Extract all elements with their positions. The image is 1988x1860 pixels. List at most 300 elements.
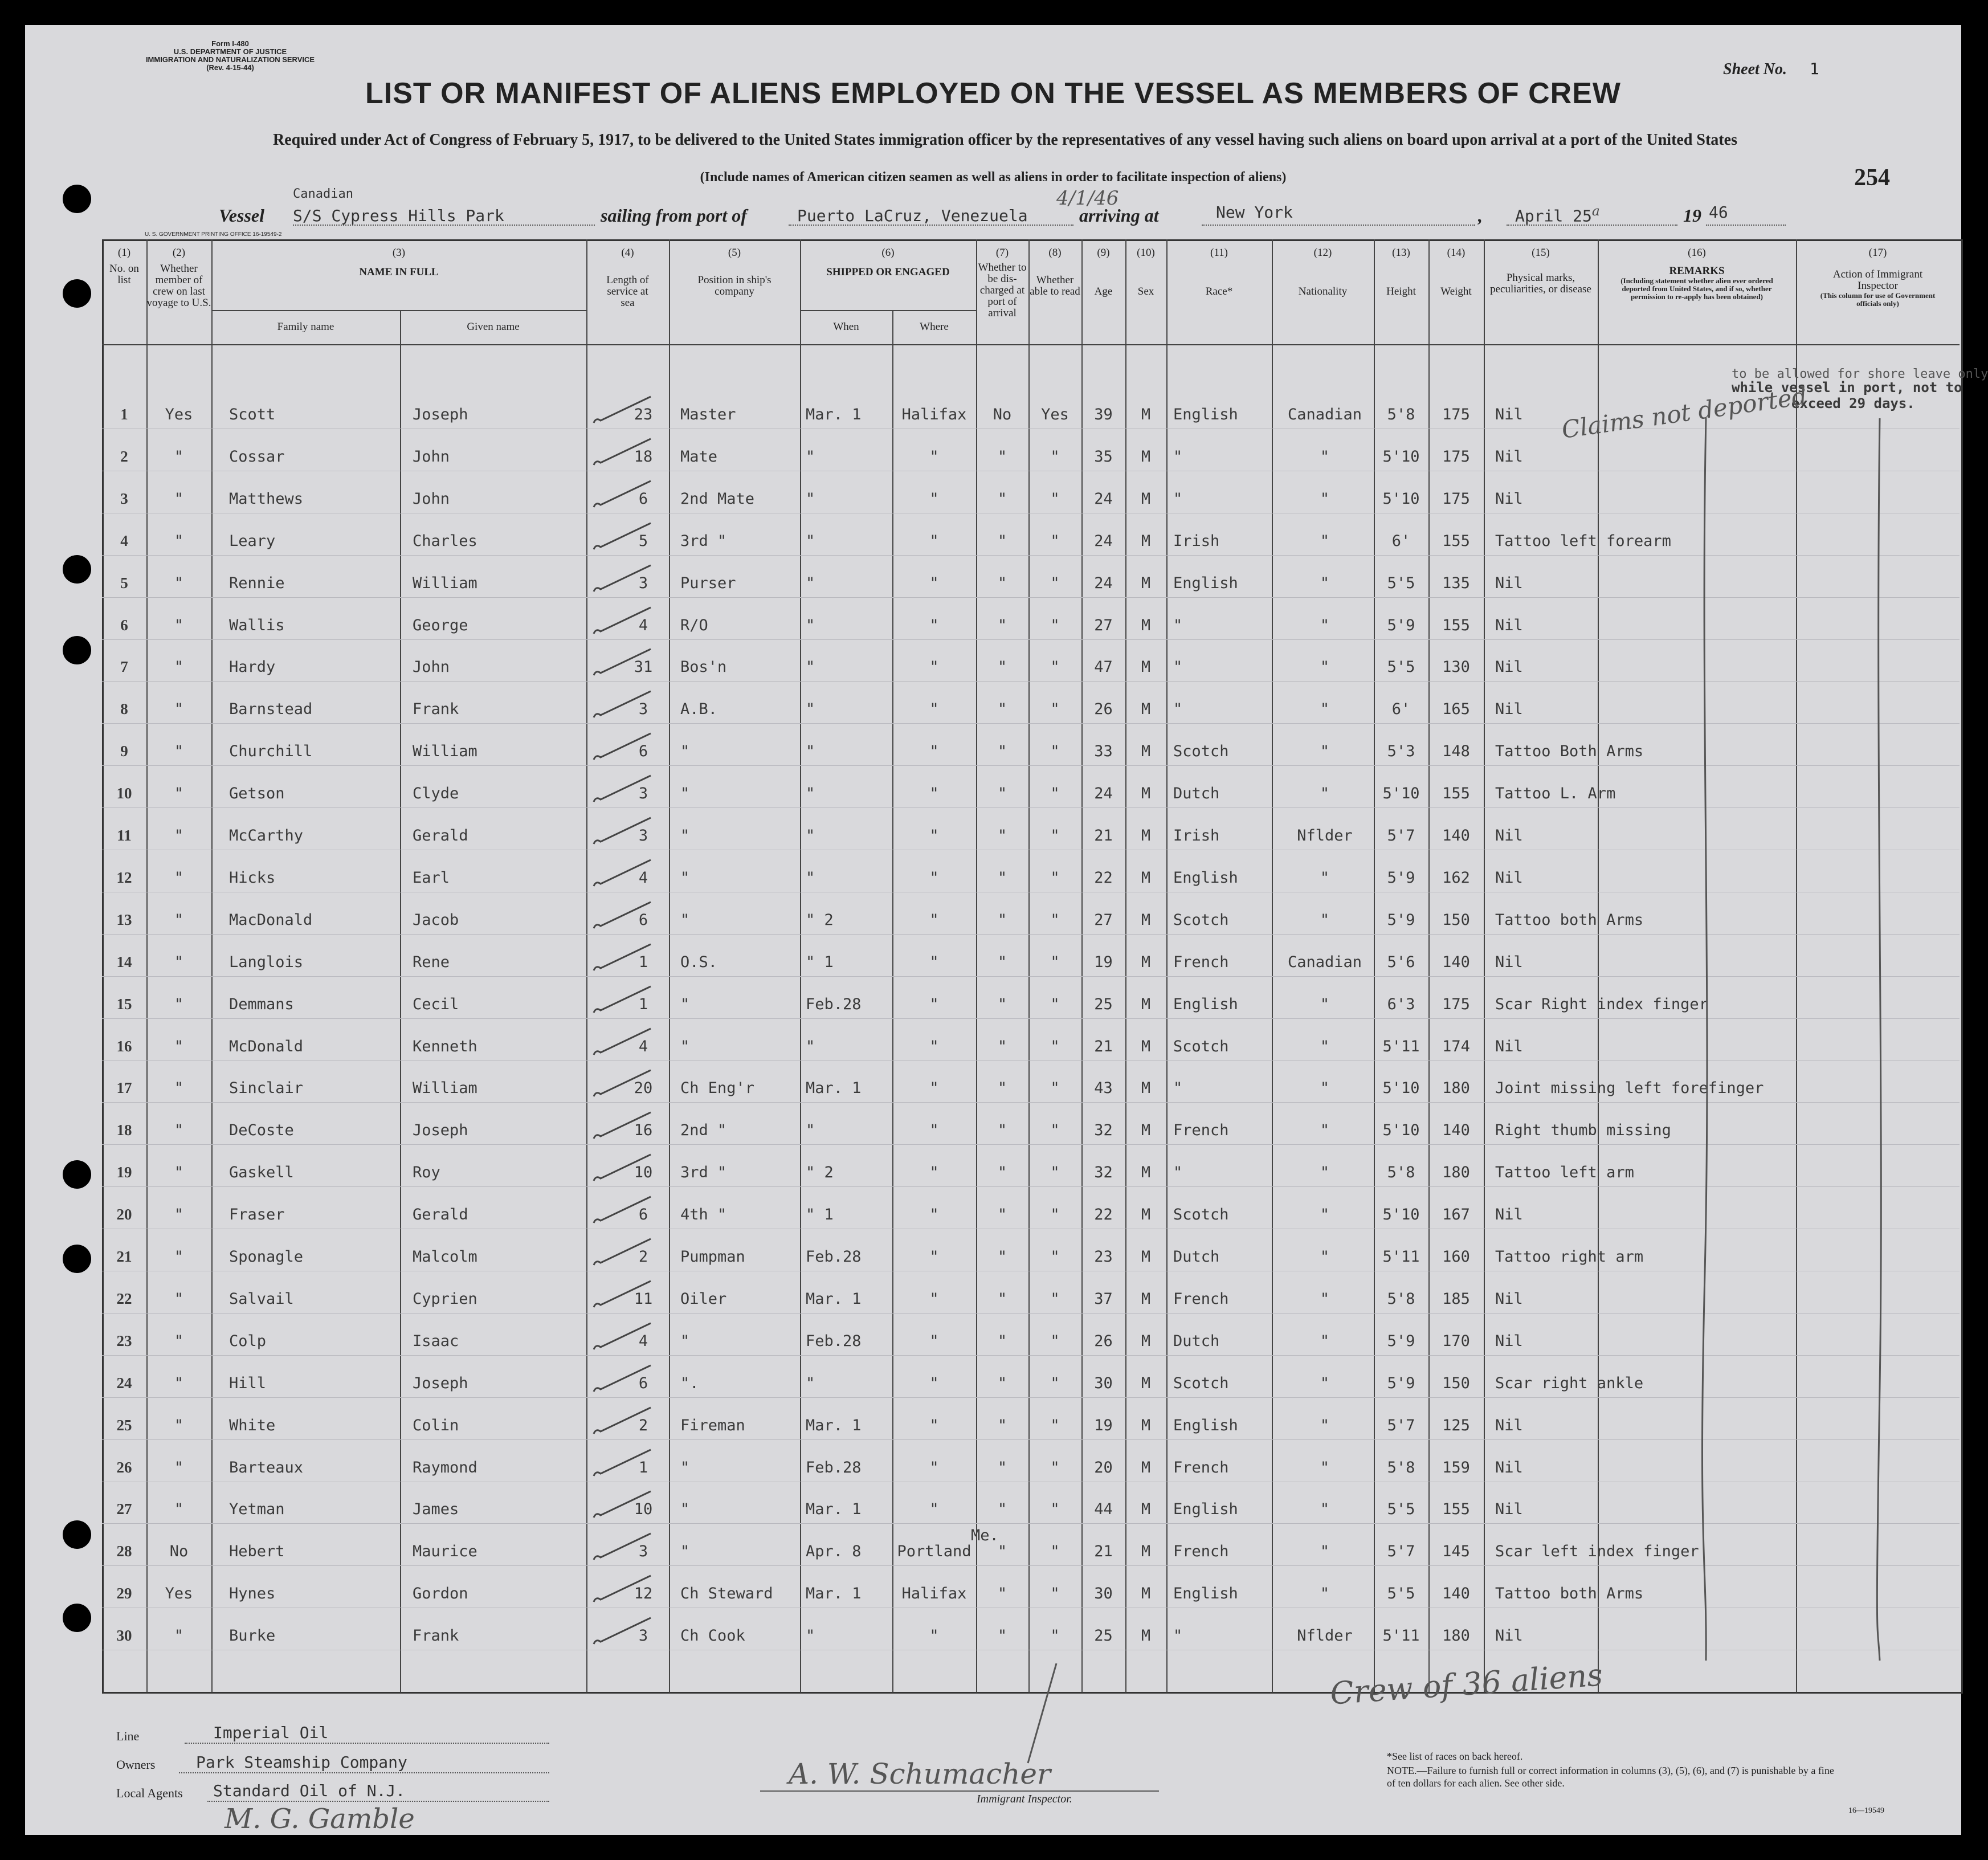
row-rule: [102, 681, 1960, 682]
discharge-flag: ": [997, 1332, 1007, 1350]
check-mark: [589, 605, 658, 639]
line-value: Imperial Oil: [213, 1723, 329, 1742]
physical-marks: Tattoo both Arms: [1495, 1585, 1644, 1602]
weight: 155: [1442, 1500, 1470, 1518]
race: ": [1173, 1079, 1183, 1097]
discharge-flag: ": [997, 1248, 1007, 1266]
nationality: Canadian: [1287, 953, 1362, 971]
ship-position: 4th ": [680, 1206, 727, 1223]
service-length: 3: [638, 700, 648, 718]
shipped-where: ": [929, 1121, 939, 1139]
discharge-flag: ": [997, 1500, 1007, 1518]
height: 5'7: [1387, 1417, 1415, 1434]
read-flag: ": [1050, 1290, 1060, 1308]
read-flag: ": [1050, 1459, 1060, 1476]
ship-position: Ch Steward: [680, 1585, 773, 1602]
nationality: Canadian: [1287, 406, 1362, 423]
nationality: ": [1320, 1038, 1330, 1055]
read-flag: ": [1050, 532, 1060, 550]
height: 6': [1391, 532, 1411, 550]
weight: 174: [1442, 1038, 1470, 1055]
sex: M: [1141, 785, 1151, 802]
family-name: Rennie: [229, 574, 285, 592]
date-annotation: 4/1/46: [1056, 187, 1119, 210]
ship-position: R/O: [680, 617, 708, 634]
row-rule: [102, 1565, 1960, 1566]
physical-marks: Scar right ankle: [1495, 1374, 1644, 1392]
read-flag: ": [1050, 1374, 1060, 1392]
given-name: Rene: [413, 953, 450, 971]
weight: 140: [1442, 953, 1470, 971]
given-name: Cyprien: [413, 1290, 477, 1308]
race: ": [1173, 448, 1183, 466]
check-mark: [589, 1110, 658, 1144]
height: 5'8: [1387, 1164, 1415, 1181]
age: 33: [1094, 743, 1113, 760]
row-rule: [102, 1313, 1960, 1314]
race: ": [1173, 700, 1183, 718]
service-length: 6: [638, 1374, 648, 1392]
physical-marks: Tattoo L. Arm: [1495, 785, 1616, 802]
ship-position: ": [680, 1038, 690, 1055]
row-number: 18: [116, 1121, 132, 1139]
shipped-where: ": [929, 1417, 939, 1434]
read-flag: ": [1050, 869, 1060, 887]
punch-hole: [63, 1160, 91, 1189]
remarks-ditto-line: [1689, 418, 1723, 1672]
family-name: Hicks: [229, 869, 276, 887]
service-length: 18: [634, 448, 653, 466]
physical-marks: Scar Right index finger: [1495, 996, 1708, 1013]
crew-member-flag: ": [174, 1206, 184, 1223]
shipped-when: ": [806, 1627, 815, 1645]
col3-header: [211, 247, 586, 278]
race: English: [1173, 1585, 1238, 1602]
row-number: 8: [120, 700, 128, 717]
printing-office: U. S. GOVERNMENT PRINTING OFFICE 16-19549-2: [145, 231, 282, 238]
shipped-where: ": [929, 1459, 939, 1476]
col11-label: Race*: [1205, 285, 1233, 297]
check-mark: [589, 1194, 658, 1229]
crew-count-note: Crew of 36 aliens: [1329, 1657, 1604, 1712]
race: ": [1173, 658, 1183, 676]
discharge-flag: ": [997, 1038, 1007, 1055]
given-name: William: [413, 743, 477, 760]
row-number: 13: [116, 911, 132, 928]
shipped-where: ": [929, 1248, 939, 1266]
sex: M: [1141, 1543, 1151, 1560]
given-name: Colin: [413, 1417, 459, 1434]
discharge-flag: ": [997, 869, 1007, 887]
form-number: Form I-480: [211, 39, 249, 48]
punch-hole: [63, 1520, 91, 1549]
shipped-when: ": [806, 785, 815, 802]
crew-member-flag: No: [169, 1543, 189, 1560]
read-flag: ": [1050, 1627, 1060, 1645]
height: 5'11: [1382, 1248, 1420, 1266]
sex: M: [1141, 743, 1151, 760]
row-number: 19: [116, 1164, 132, 1181]
agent-signature: M. G. Gamble: [224, 1803, 415, 1835]
height: 5'8: [1387, 1290, 1415, 1308]
race: Irish: [1173, 827, 1220, 845]
arrival-year: 46: [1709, 203, 1728, 222]
race: Dutch: [1173, 1248, 1220, 1266]
given-name: William: [413, 1079, 477, 1097]
nationality: ": [1320, 1500, 1330, 1518]
race: French: [1173, 1290, 1229, 1308]
race: English: [1173, 406, 1238, 423]
given-name: Gerald: [413, 827, 468, 845]
col-divider: [1166, 239, 1168, 1692]
physical-marks: Nil: [1495, 658, 1523, 676]
race: English: [1173, 574, 1238, 592]
read-flag: ": [1050, 1079, 1060, 1097]
check-mark: [589, 1279, 658, 1313]
where-header: Where: [920, 321, 949, 333]
sex: M: [1141, 1374, 1151, 1392]
height: 5'9: [1387, 1374, 1415, 1392]
col9-header: [1081, 247, 1125, 297]
given-name: Kenneth: [413, 1038, 477, 1055]
physical-marks: Nil: [1495, 869, 1523, 887]
col9-number: (9): [1097, 247, 1110, 259]
vessel-label: Vessel: [219, 205, 264, 226]
remarks-typed-line3: exceed 29 days.: [1791, 395, 1915, 411]
age: 19: [1094, 1417, 1113, 1434]
read-flag: Yes: [1041, 406, 1069, 423]
physical-marks: Tattoo left forearm: [1495, 532, 1671, 550]
height: 5'7: [1387, 1543, 1415, 1560]
age: 37: [1094, 1290, 1113, 1308]
sex: M: [1141, 827, 1151, 845]
nationality: ": [1320, 448, 1330, 466]
col-divider: [800, 239, 801, 1692]
sex: M: [1141, 1290, 1151, 1308]
weight: 140: [1442, 1585, 1470, 1602]
vessel-nationality: Canadian: [293, 187, 353, 201]
family-name: Churchill: [229, 743, 313, 760]
given-name: George: [413, 617, 468, 634]
nationality: ": [1320, 1079, 1330, 1097]
nationality: ": [1320, 1164, 1330, 1181]
read-flag: ": [1050, 617, 1060, 634]
nationality: ": [1320, 490, 1330, 508]
physical-marks: Tattoo left arm: [1495, 1164, 1634, 1181]
sex: M: [1141, 1500, 1151, 1518]
port-underline: [789, 225, 1073, 226]
shipped-when: ": [806, 574, 815, 592]
given-name: Jacob: [413, 911, 459, 929]
service-length: 6: [638, 911, 648, 929]
shipped-where: ": [929, 490, 939, 508]
physical-marks: Nil: [1495, 406, 1523, 423]
sex: M: [1141, 700, 1151, 718]
discharge-flag: ": [997, 911, 1007, 929]
family-name: Yetman: [229, 1500, 285, 1518]
discharge-flag: ": [997, 1290, 1007, 1308]
ship-position: ": [680, 1543, 690, 1560]
read-flag: ": [1050, 1248, 1060, 1266]
signature-stroke: [1017, 1661, 1073, 1769]
height: 6': [1391, 700, 1411, 718]
check-mark: [589, 647, 658, 681]
check-mark: [589, 984, 658, 1018]
read-flag: ": [1050, 1543, 1060, 1560]
sex: M: [1141, 953, 1151, 971]
age: 23: [1094, 1248, 1113, 1266]
row-number: 23: [116, 1332, 132, 1349]
row-number: 5: [120, 574, 128, 592]
shipped-where: ": [929, 743, 939, 760]
race: Scotch: [1173, 743, 1229, 760]
physical-marks: Scar left index finger: [1495, 1543, 1699, 1560]
punch-hole: [63, 1245, 91, 1273]
nationality: Nflder: [1297, 827, 1353, 845]
col17-sublabel: (This column for use of Government officials only): [1820, 291, 1936, 308]
physical-marks: Nil: [1495, 827, 1523, 845]
age: 43: [1094, 1079, 1113, 1097]
discharge-flag: ": [997, 1459, 1007, 1476]
discharge-flag: ": [997, 996, 1007, 1013]
weight: 165: [1442, 700, 1470, 718]
col8-number: (8): [1048, 247, 1062, 259]
shipped-when: Feb.28: [806, 1332, 862, 1350]
physical-marks: Nil: [1495, 953, 1523, 971]
crew-member-flag: ": [174, 1079, 184, 1097]
sex: M: [1141, 490, 1151, 508]
ship-position: Ch Eng'r: [680, 1079, 755, 1097]
nationality: Nflder: [1297, 1627, 1353, 1645]
ship-position: 2nd ": [680, 1121, 727, 1139]
shipped-where: Portland: [897, 1543, 971, 1560]
weight: 160: [1442, 1248, 1470, 1266]
nationality: ": [1320, 1248, 1330, 1266]
service-length: 3: [638, 574, 648, 592]
ship-position: ": [680, 827, 690, 845]
col3-label: NAME IN FULL: [359, 266, 439, 278]
row-number: 22: [116, 1290, 132, 1307]
line-underline: [185, 1743, 549, 1744]
row-number: 4: [120, 532, 128, 549]
weight: 180: [1442, 1627, 1470, 1645]
ship-position: Oiler: [680, 1290, 727, 1308]
col11-number: (11): [1210, 247, 1228, 259]
check-mark: [589, 437, 658, 471]
weight: 140: [1442, 827, 1470, 845]
shipped-where: ": [929, 700, 939, 718]
family-name: Leary: [229, 532, 276, 550]
shipped-where: ": [929, 1079, 939, 1097]
shipped-where: ": [929, 827, 939, 845]
weight: 175: [1442, 448, 1470, 466]
remarks-typed-line1: to be allowed for shore leave only: [1732, 367, 1988, 381]
given-name: Joseph: [413, 1121, 468, 1139]
race-note: *See list of races on back hereof.: [1387, 1751, 1523, 1762]
check-mark: [589, 815, 658, 850]
shipped-when: Apr. 8: [806, 1543, 862, 1560]
ship-position: Master: [680, 406, 736, 423]
physical-marks: Nil: [1495, 1206, 1523, 1223]
arrival-date-text: April 25: [1515, 206, 1592, 226]
sex: M: [1141, 911, 1151, 929]
discharge-flag: ": [997, 1543, 1007, 1560]
col17-number: (17): [1868, 247, 1887, 259]
nationality: ": [1320, 532, 1330, 550]
weight: 180: [1442, 1164, 1470, 1181]
service-length: 1: [638, 996, 648, 1013]
physical-marks: Right thumb missing: [1495, 1121, 1671, 1139]
inspector-underline: [760, 1790, 1159, 1792]
shipped-where: ": [929, 1038, 939, 1055]
page-title: LIST OR MANIFEST OF ALIENS EMPLOYED ON THE VESSEL AS MEMBERS OF CREW: [365, 77, 1621, 110]
race: ": [1173, 490, 1183, 508]
crew-member-flag: ": [174, 1417, 184, 1434]
read-flag: ": [1050, 1038, 1060, 1055]
check-mark: [589, 1447, 658, 1482]
col10-number: (10): [1137, 247, 1155, 259]
check-mark: [589, 689, 658, 723]
given-name: Frank: [413, 1627, 459, 1645]
row-number: 12: [116, 869, 132, 886]
race: ": [1173, 1627, 1183, 1645]
col4-label: Length of service at sea: [606, 274, 649, 309]
col16-header: [1598, 247, 1796, 301]
race: Scotch: [1173, 1038, 1229, 1055]
discharge-flag: ": [997, 827, 1007, 845]
race: Irish: [1173, 532, 1220, 550]
col-divider: [1484, 239, 1485, 1692]
crew-member-flag: ": [174, 1290, 184, 1308]
physical-marks: Nil: [1495, 490, 1523, 508]
age: 26: [1094, 1332, 1113, 1350]
race: English: [1173, 1417, 1238, 1434]
shipped-when: Mar. 1: [806, 1500, 862, 1518]
sex: M: [1141, 1248, 1151, 1266]
form-code: 16—19549: [1848, 1806, 1884, 1815]
height: 5'10: [1382, 1079, 1420, 1097]
family-name: Hebert: [229, 1543, 285, 1560]
row-number: 29: [116, 1585, 132, 1602]
vessel-name: S/S Cypress Hills Park: [293, 206, 504, 225]
age: 39: [1094, 406, 1113, 423]
owners-value: Park Steamship Company: [196, 1753, 407, 1772]
shipped-when: " 1: [806, 953, 834, 971]
age: 20: [1094, 1459, 1113, 1476]
weight: 170: [1442, 1332, 1470, 1350]
ship-position: ".: [680, 1374, 699, 1392]
read-flag: ": [1050, 1332, 1060, 1350]
agents-value: Standard Oil of N.J.: [213, 1781, 406, 1800]
row-rule: [102, 1186, 1960, 1187]
shipped-where: ": [929, 532, 939, 550]
col6-number: (6): [881, 247, 895, 259]
race: English: [1173, 1500, 1238, 1518]
crew-member-flag: ": [174, 953, 184, 971]
physical-marks: Nil: [1495, 1459, 1523, 1476]
row-rule: [102, 976, 1960, 977]
col14-header: [1428, 247, 1484, 297]
remarks-handwritten: Claims not deported: [1560, 382, 1809, 444]
height: 5'11: [1382, 1627, 1420, 1645]
sex: M: [1141, 617, 1151, 634]
owners-label: Owners: [116, 1757, 156, 1772]
read-flag: ": [1050, 1500, 1060, 1518]
agents-label: Local Agents: [116, 1786, 183, 1800]
date-comma: ,: [1478, 205, 1483, 226]
given-name: Cecil: [413, 996, 459, 1013]
crew-member-flag: ": [174, 1248, 184, 1266]
age: 22: [1094, 869, 1113, 887]
given-name: Joseph: [413, 1374, 468, 1392]
read-flag: ": [1050, 785, 1060, 802]
race: Dutch: [1173, 1332, 1220, 1350]
height: 5'8: [1387, 1459, 1415, 1476]
race: ": [1173, 617, 1183, 634]
ship-position: A.B.: [680, 700, 718, 718]
row-number: 15: [116, 996, 132, 1013]
sex: M: [1141, 1332, 1151, 1350]
age: 35: [1094, 448, 1113, 466]
given-name: Gerald: [413, 1206, 468, 1223]
col13-number: (13): [1392, 247, 1410, 259]
check-mark: [589, 1026, 658, 1060]
given-name: Maurice: [413, 1543, 477, 1560]
col5-header: [669, 247, 800, 297]
ship-position: O.S.: [680, 953, 718, 971]
physical-marks: Nil: [1495, 1332, 1523, 1350]
weight: 167: [1442, 1206, 1470, 1223]
row-number: 24: [116, 1374, 132, 1392]
nationality: ": [1320, 658, 1330, 676]
physical-marks: Nil: [1495, 617, 1523, 634]
discharge-flag: ": [997, 574, 1007, 592]
family-name: Matthews: [229, 490, 304, 508]
race: ": [1173, 1164, 1183, 1181]
service-length: 11: [634, 1290, 653, 1308]
ship-position: Mate: [680, 448, 718, 466]
crew-member-flag: ": [174, 1121, 184, 1139]
service-length: 16: [634, 1121, 653, 1139]
nationality: ": [1320, 1290, 1330, 1308]
physical-marks: Nil: [1495, 1627, 1523, 1645]
row-number: 7: [120, 658, 128, 675]
row-rule: [102, 1355, 1960, 1356]
shipped-when: Mar. 1: [806, 1079, 862, 1097]
race: Scotch: [1173, 911, 1229, 929]
age: 24: [1094, 532, 1113, 550]
row-number: 16: [116, 1038, 132, 1055]
service-length: 4: [638, 869, 648, 887]
col13-label: Height: [1386, 285, 1416, 297]
height: 5'7: [1387, 827, 1415, 845]
shipped-when: ": [806, 1374, 815, 1392]
crew-member-flag: ": [174, 911, 184, 929]
row-rule: [102, 1439, 1960, 1440]
row-rule: [102, 1144, 1960, 1145]
year-prefix: 19: [1683, 205, 1701, 226]
col15-header: [1484, 247, 1598, 295]
ship-position: ": [680, 1332, 690, 1350]
service-length: 4: [638, 617, 648, 634]
given-name: Roy: [413, 1164, 440, 1181]
sex: M: [1141, 869, 1151, 887]
check-mark: [589, 394, 658, 429]
family-name: Scott: [229, 406, 276, 423]
sex: M: [1141, 1079, 1151, 1097]
service-length: 2: [638, 1248, 648, 1266]
owners-underline: [179, 1772, 549, 1773]
